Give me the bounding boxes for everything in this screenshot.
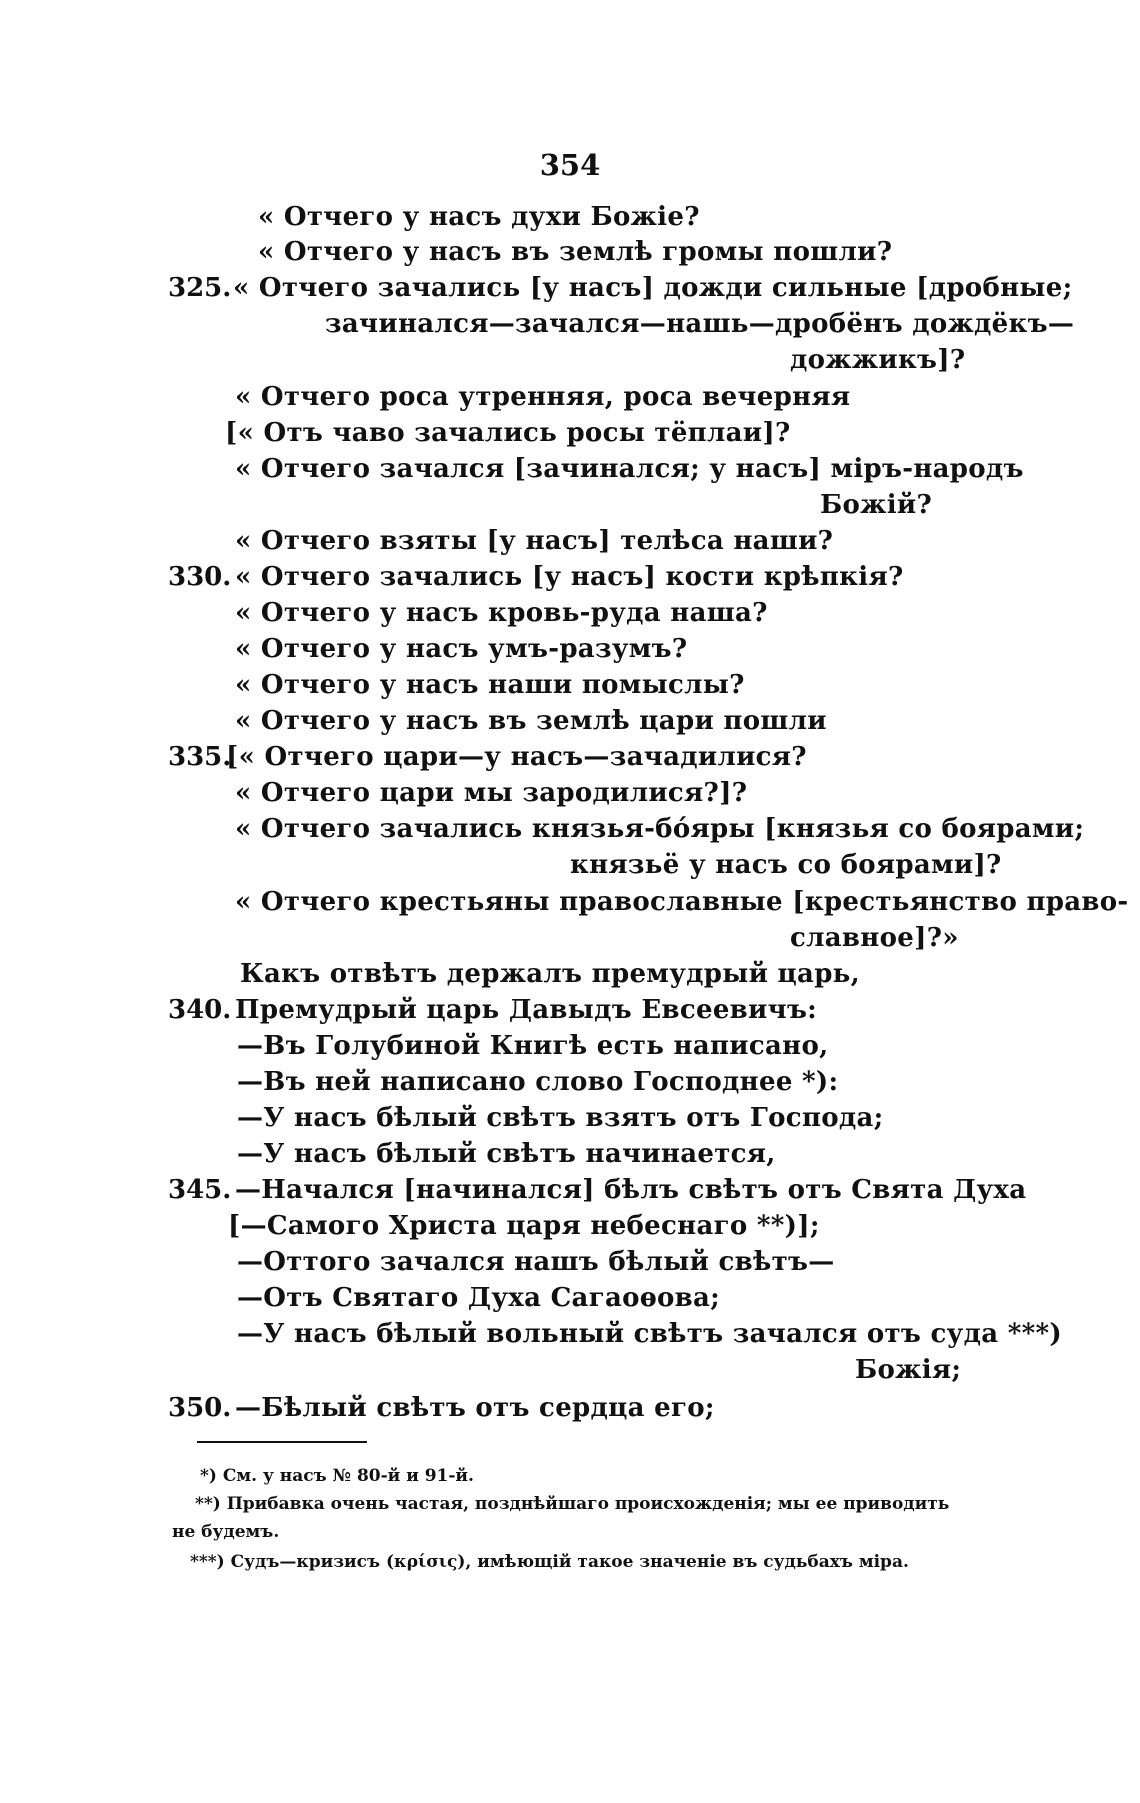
verse-number: 340. [168, 995, 232, 1025]
verse-line: « Отчего у насъ кровь-руда наша? [235, 598, 768, 628]
footnote: ***) Судъ—кризисъ (κρίσις), имѣющій такое значеніе въ судьбахъ міра. [190, 1552, 909, 1572]
verse-line: —Начался [начинался] бѣлъ свѣтъ отъ Свята Духа [235, 1175, 1027, 1205]
footnote: не будемъ. [172, 1522, 280, 1542]
verse-line: « Отчего роса утренняя, роса вечерняя [235, 382, 851, 412]
verse-line: « Отчего зачались [у насъ] дожди сильные [дробные; [233, 273, 1073, 303]
verse-number: 345. [168, 1175, 232, 1205]
verse-number: 325. [168, 273, 232, 303]
verse-number: 350. [168, 1393, 232, 1423]
verse-line: « Отчего у насъ въ землѣ громы пошли? [258, 237, 893, 267]
verse-line: —Бѣлый свѣтъ отъ сердца его; [235, 1393, 715, 1423]
verse-line: славное]?» [790, 923, 959, 953]
verse-line: [« Отъ чаво зачались росы тёплаи]? [225, 418, 791, 448]
verse-line: —У насъ бѣлый вольный свѣтъ зачался отъ суда ***) [237, 1319, 1062, 1349]
verse-line: зачинался—зачался—нашь—дробёнъ дождёкъ— [325, 309, 1075, 339]
verse-line: « Отчего зачались князья-бо́яры [князья со боярами; [235, 814, 1085, 844]
verse-line: « Отчего у насъ наши помыслы? [235, 670, 745, 700]
verse-number: 335. [168, 742, 232, 772]
verse-line: Божія; [855, 1355, 962, 1385]
verse-number: 330. [168, 562, 232, 592]
verse-line: « Отчего у насъ умъ-разумъ? [235, 634, 688, 664]
verse-line: « Отчего крестьяны православные [крестьянство право- [235, 887, 1129, 917]
verse-line: « Отчего зачались [у насъ] кости крѣпкія? [235, 562, 904, 592]
verse-line: « Отчего у насъ духи Божіе? [258, 202, 700, 232]
page-number: 354 [539, 148, 601, 182]
verse-line: —Отъ Святаго Духа Сагаоѳова; [237, 1283, 721, 1313]
footnote-divider [197, 1441, 367, 1443]
verse-line: —Оттого зачался нашъ бѣлый свѣтъ— [237, 1247, 835, 1277]
verse-line: « Отчего взяты [у насъ] телѣса наши? [235, 526, 834, 556]
footnote: **) Прибавка очень частая, позднѣйшаго происхожденія; мы ее приводить [195, 1494, 950, 1514]
verse-line: Какъ отвѣтъ держалъ премудрый царь, [240, 959, 860, 989]
verse-line: « Отчего зачался [зачинался; у насъ] міръ-народъ [235, 454, 1024, 484]
verse-line: Божій? [820, 490, 933, 520]
verse-line: « Отчего у насъ въ землѣ цари пошли [235, 706, 827, 736]
verse-line: —Въ Голубиной Книгѣ есть написано, [237, 1031, 829, 1061]
verse-line: —У насъ бѣлый свѣтъ взятъ отъ Господа; [237, 1103, 884, 1133]
verse-line: дожжикъ]? [790, 345, 966, 375]
verse-line: [—Самого Христа царя небеснаго **)]; [228, 1211, 820, 1241]
verse-line: [« Отчего цари—у насъ—зачадилися? [226, 742, 807, 772]
verse-line: князьё у насъ со боярами]? [570, 850, 1002, 880]
verse-line: Премудрый царь Давыдъ Евсеевичъ: [235, 995, 818, 1025]
verse-line: —Въ ней написано слово Господнее *): [237, 1067, 839, 1097]
footnote: *) См. у насъ № 80-й и 91-й. [200, 1466, 474, 1486]
verse-line: « Отчего цари мы зародилися?]? [235, 778, 748, 808]
verse-line: —У насъ бѣлый свѣтъ начинается, [237, 1139, 776, 1169]
